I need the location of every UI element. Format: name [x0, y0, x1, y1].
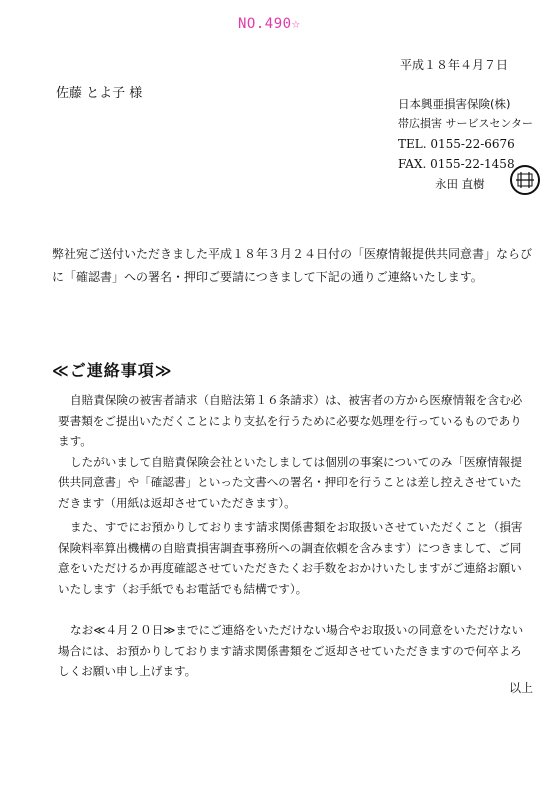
sender-company: 日本興亜損害保険(株) [398, 97, 511, 111]
sender-person: 永田 直樹 [435, 177, 485, 191]
sender-department: 帯広損害 サービスセンター [398, 117, 534, 130]
paragraph-3 [58, 620, 532, 682]
letter-date: 平成１８年４月７日 [400, 58, 509, 72]
sender-tel: TEL. 0155-22-6676 [398, 137, 515, 151]
paragraph-2 [58, 517, 532, 599]
section-title: ≪ご連絡事項≫ [52, 361, 173, 380]
closing-mark: 以上 [508, 681, 533, 695]
sender-fax: FAX. 0155-22-1458 [398, 157, 515, 171]
paragraph-1 [58, 390, 532, 513]
paragraph-3-text: なお≪４月２０日≫までにご連絡をいただけない場合やお取扱いの同意をいただけない場合には、お預かりしております請求関係書類をご返却させていただきますので何卒よろしくお願い申し上げます。 [58, 623, 524, 678]
document-number: NO.490☆ [238, 16, 301, 32]
paragraph-1b-text: したがいまして自賠責保険会社といたしましては個別の事案についてのみ「医療情報提供共同意書」や「確認書」といった文書への署名・押印を行うことは差し控えさせていただきます（用紙は返却させていただきます）。 [58, 454, 522, 510]
addressee: 佐藤 とよ子 様 [56, 86, 143, 101]
paragraph-2-text: また、すでにお預かりしております請求関係書類をお取扱いさせていただくこと（損害保険料率算出機構の自賠責損害調査事務所への調査依頼を含みます）につきまして、ご同意をいただけるか再度確認させていただきたくお手数をおかけいたしますがご連絡お願いいたします（お手紙でもお電話でも結構です）。 [58, 520, 523, 596]
paragraph-1-text: 自賠責保険の被害者請求（自賠法第１６条請求）は、被害者の方から医療情報を含む必要書類をご提出いただくことにより支払を行うために必要な処理を行っているものであります。 [58, 393, 523, 448]
intro-text: 弊社宛ご送付いただきました平成１８年３月２４日付の「医療情報提供共同意書」ならびに「確認書」への署名・押印ご要請につきまして下記の通りご連絡いたします。 [52, 247, 533, 284]
seal-stamp-icon [510, 165, 540, 195]
